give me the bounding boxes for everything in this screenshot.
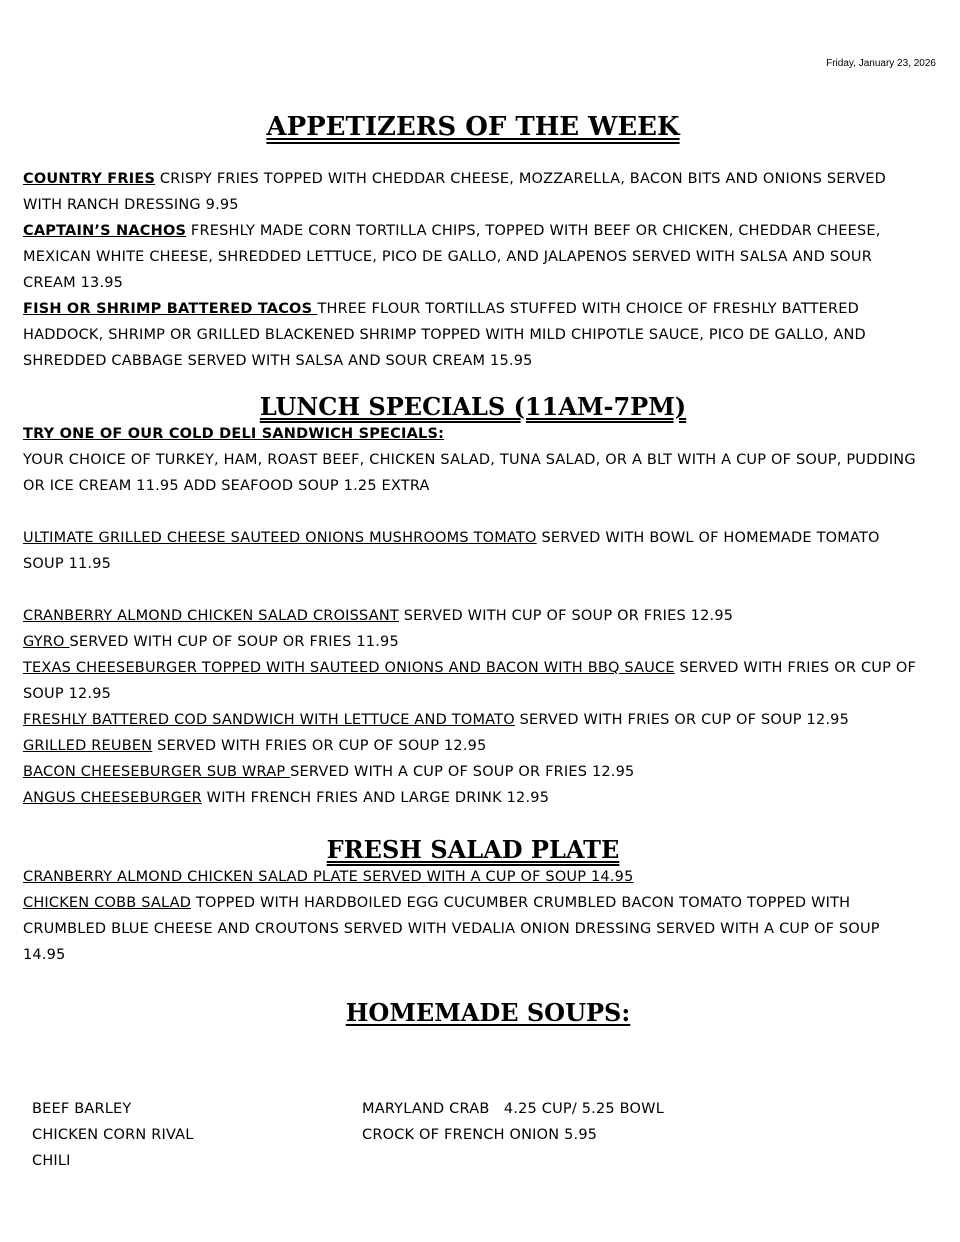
lunch-item (23, 655, 923, 707)
item-desc: SERVED WITH CUP OF SOUP OR FRIES 12.95 (398, 608, 734, 624)
item-name: GYRO (23, 634, 70, 650)
lunch-title: LUNCH SPECIALS (11AM-7PM) (259, 392, 687, 421)
item-name: FISH OR SHRIMP BATTERED TACOS (23, 301, 318, 317)
item-name: CRANBERRY ALMOND CHICKEN SALAD PLATE SERVED WITH A CUP OF SOUP 14.95 (23, 869, 634, 885)
item-name: TEXAS CHEESEBURGER TOPPED WITH SAUTEED ONIONS AND BACON WITH BBQ SAUCE (23, 660, 675, 676)
item-name: ANGUS CHEESEBURGER (23, 790, 202, 806)
soups-right-column (362, 1096, 664, 1148)
soup-item: MARYLAND CRAB 4.25 CUP/ 5.25 BOWL (362, 1101, 664, 1117)
menu-body (23, 112, 923, 1027)
soups-left-column (32, 1096, 194, 1174)
item-desc: CRISPY FRIES TOPPED WITH CHEDDAR CHEESE, MOZZARELLA, BACON BITS AND ONIONS SERVED WITH RANCH DRESSING 9.95 (23, 171, 886, 213)
item-name: ULTIMATE GRILLED CHEESE SAUTEED ONIONS MUSHROOMS TOMATO (23, 530, 537, 546)
soup-item: CROCK OF FRENCH ONION 5.95 (362, 1127, 598, 1143)
item-desc: THREE FLOUR TORTILLAS STUFFED WITH CHOICE OF FRESHLY BATTERED HADDOCK, SHRIMP OR GRILLED BLACKENED SHRIMP TOPPED WITH MILD CHIPOTLE SAUCE, PICO DE GALLO, AND SHREDDED CABBAGE SERVED WITH SALSA AND SOUR CREAM 15.95 (23, 301, 866, 369)
lunch-subtitle: TRY ONE OF OUR COLD DELI SANDWICH SPECIALS: (23, 426, 445, 442)
soup-item: CHICKEN CORN RIVAL (32, 1127, 194, 1143)
item-name: BACON CHEESEBURGER SUB WRAP (23, 764, 291, 780)
item-desc: SERVED WITH FRIES OR CUP OF SOUP 12.95 (23, 660, 917, 702)
lunch-item (23, 733, 923, 759)
item-desc: TOPPED WITH HARDBOILED EGG CUCUMBER CRUMBLED BACON TOMATO TOPPED WITH CRUMBLED BLUE CHEESE AND CROUTONS SERVED WITH VEDALIA ONION DRESSING SERVED WITH A CUP OF SOUP 14.95 (23, 895, 880, 963)
appetizers-title: APPETIZERS OF THE WEEK (266, 112, 680, 142)
item-desc: WITH FRENCH FRIES AND LARGE DRINK 12.95 (201, 790, 550, 806)
item-desc: SERVED WITH FRIES OR CUP OF SOUP 12.95 (514, 712, 850, 728)
item-desc: FRESHLY MADE CORN TORTILLA CHIPS, TOPPED WITH BEEF OR CHICKEN, CHEDDAR CHEESE, MEXICAN WHITE CHEESE, SHREDDED LETTUCE, PICO DE GALLO, AND JALAPENOS SERVED WITH SALSA AND SOUR CREAM 13.95 (23, 223, 881, 291)
soup-item: BEEF BARLEY (32, 1101, 132, 1117)
salad-item (23, 864, 923, 890)
item-desc: SERVED WITH CUP OF SOUP OR FRIES 11.95 (69, 634, 399, 650)
item-desc: SERVED WITH FRIES OR CUP OF SOUP 12.95 (152, 738, 487, 754)
soups-title: HOMEMADE SOUPS: (345, 998, 631, 1027)
appetizer-item (23, 296, 923, 374)
lunch-item (23, 759, 923, 785)
salad-item (23, 890, 923, 968)
lunch-item (23, 525, 923, 577)
lunch-item (23, 629, 923, 655)
item-desc: SERVED WITH BOWL OF HOMEMADE TOMATO SOUP 11.95 (23, 530, 880, 572)
item-name: CAPTAIN’S NACHOS (23, 223, 187, 239)
item-name: GRILLED REUBEN (23, 738, 153, 754)
appetizer-item (23, 218, 923, 296)
deli-description: YOUR CHOICE OF TURKEY, HAM, ROAST BEEF, CHICKEN SALAD, TUNA SALAD, OR A BLT WITH A CUP OF SOUP, PUDDING OR ICE CREAM 11.95 ADD SEAFOOD SOUP 1.25 EXTRA (23, 452, 916, 494)
item-name: COUNTRY FRIES (23, 171, 156, 187)
lunch-item (23, 603, 923, 629)
salad-title: FRESH SALAD PLATE (326, 835, 620, 864)
item-desc: SERVED WITH A CUP OF SOUP OR FRIES 12.95 (290, 764, 635, 780)
menu-date: Friday, January 23, 2026 (826, 58, 936, 69)
lunch-item (23, 785, 923, 811)
lunch-item (23, 707, 923, 733)
item-name: CHICKEN COBB SALAD (23, 895, 192, 911)
item-name: FRESHLY BATTERED COD SANDWICH WITH LETTUCE AND TOMATO (23, 712, 515, 728)
appetizer-item (23, 166, 923, 218)
item-name: CRANBERRY ALMOND CHICKEN SALAD CROISSANT (23, 608, 399, 624)
soup-item: CHILI (32, 1153, 71, 1169)
